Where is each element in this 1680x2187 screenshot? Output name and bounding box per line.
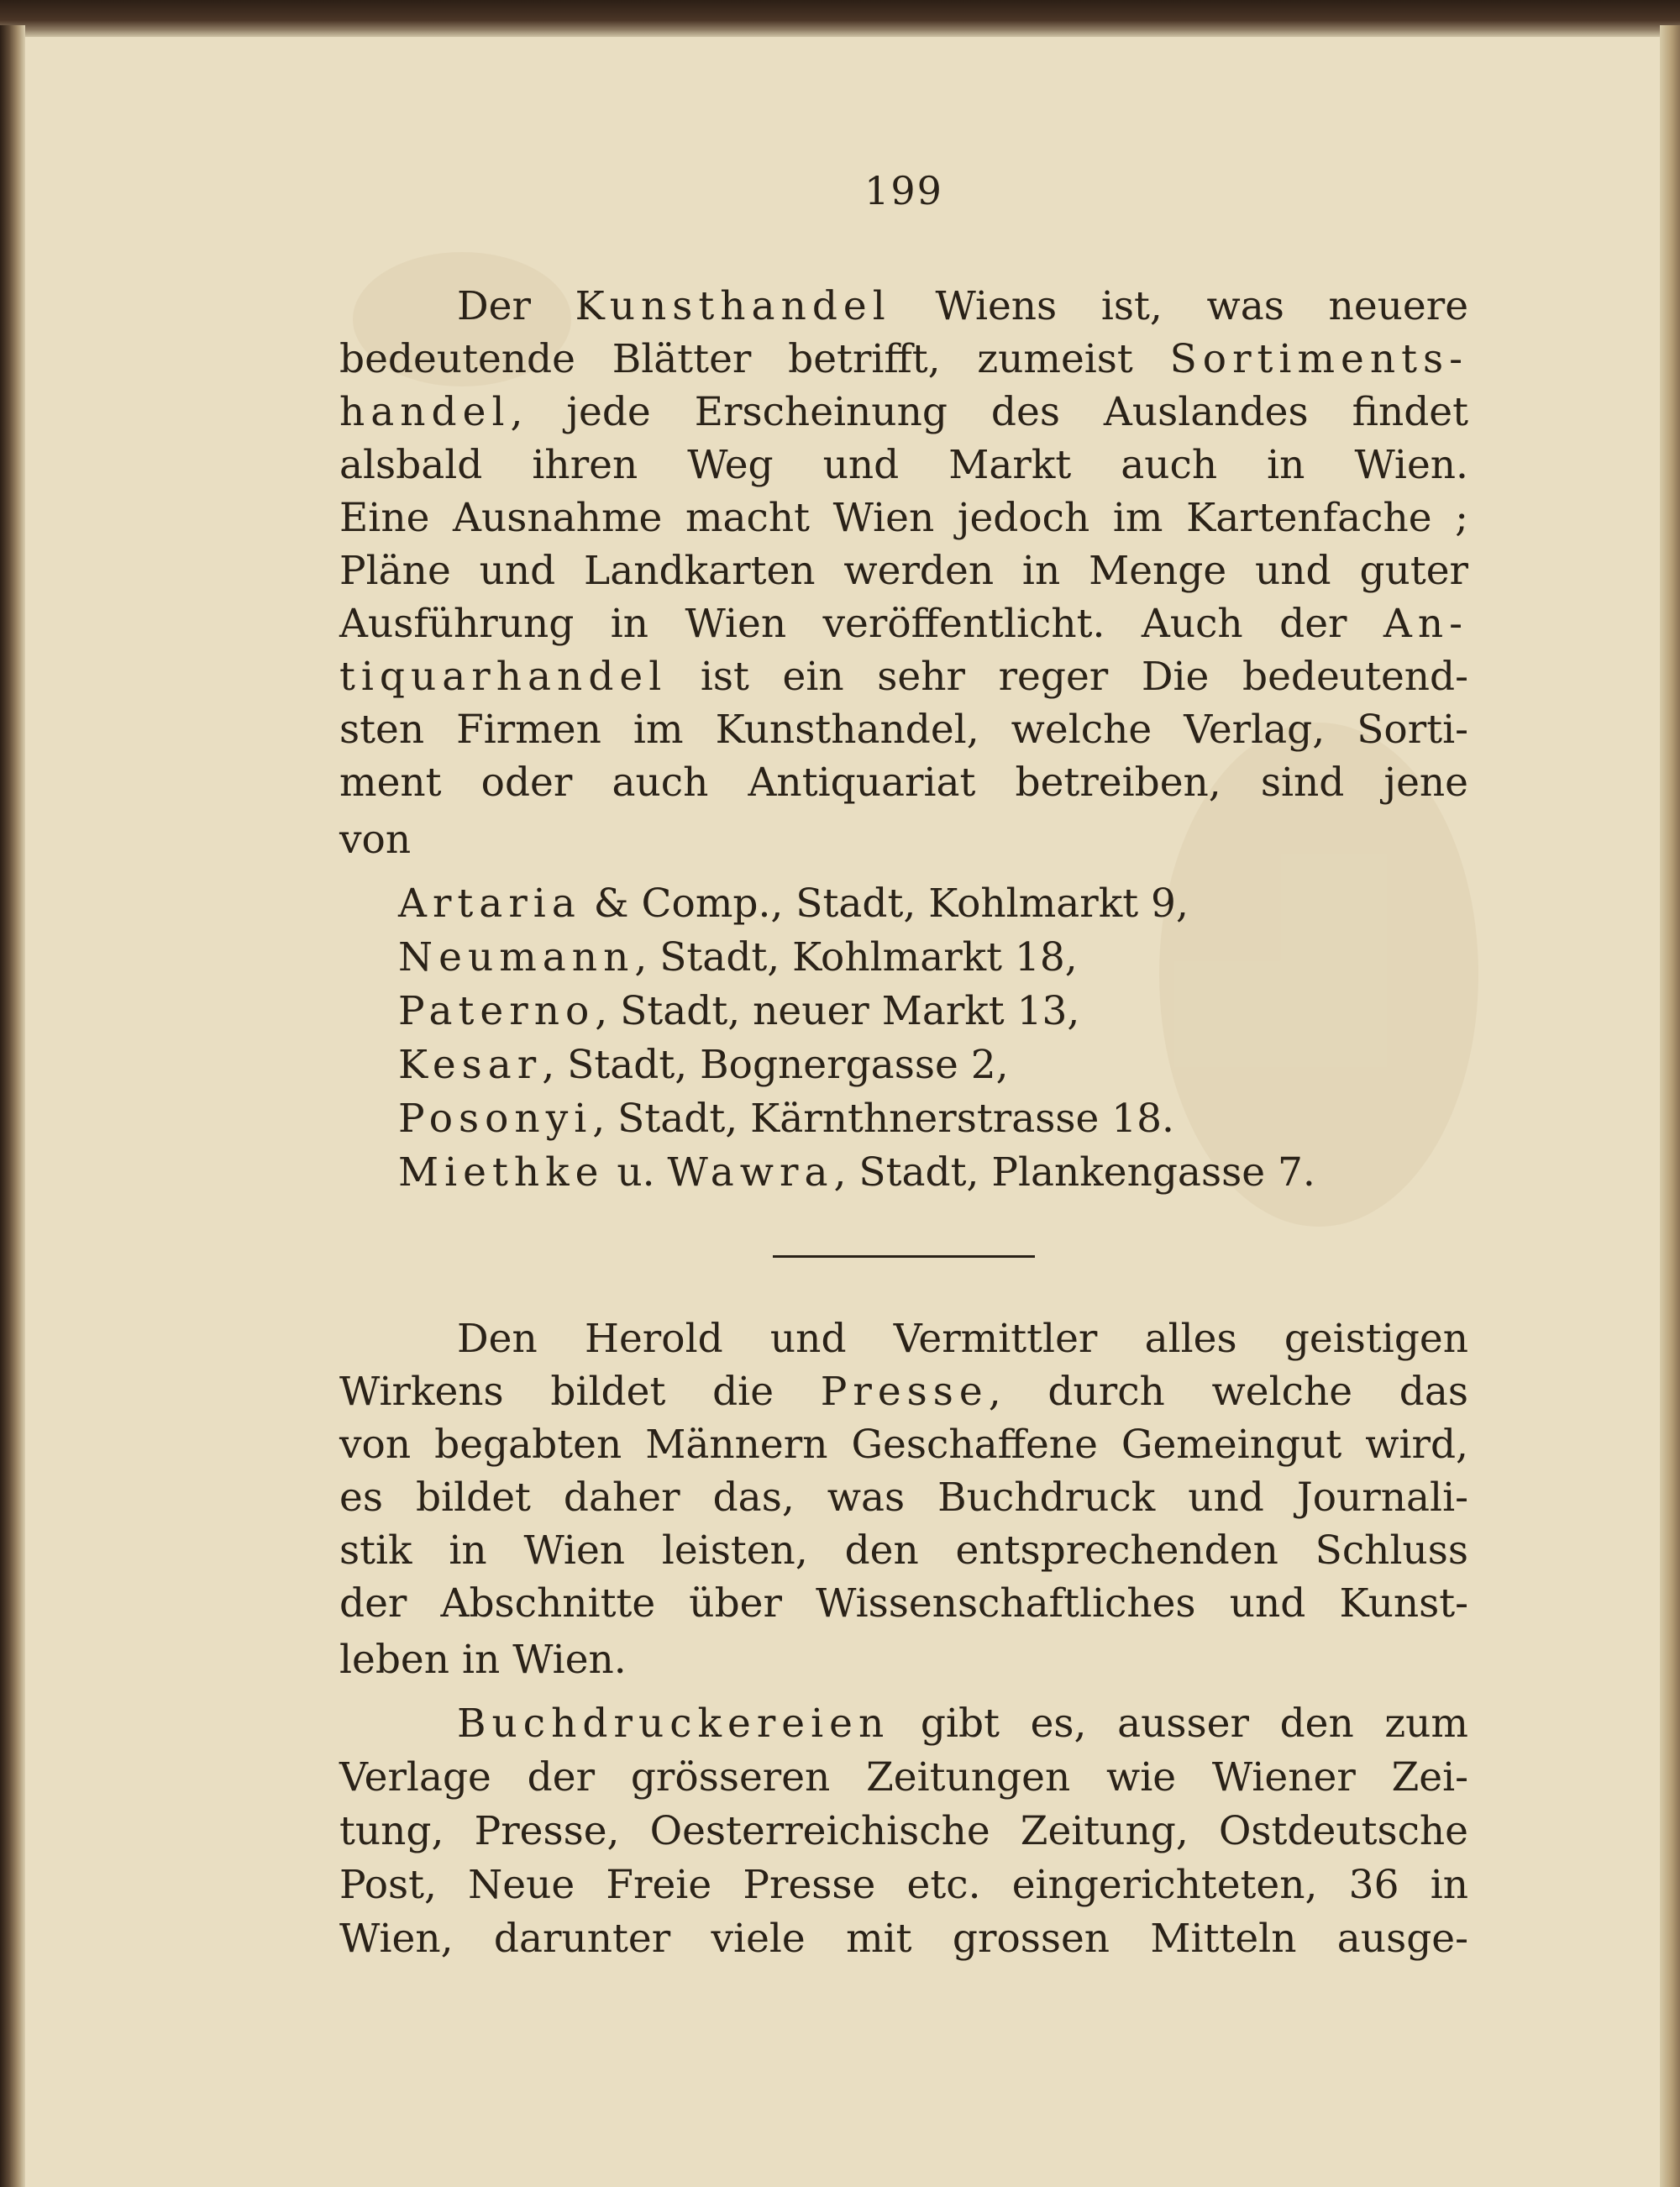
text-line: Buchdruckereien gibt es, ausser den zum bbox=[457, 1701, 1468, 1747]
book-top-edge bbox=[0, 0, 1680, 37]
text-line: Den Herold und Vermittler alles geistigen bbox=[457, 1316, 1468, 1362]
section-divider bbox=[773, 1255, 1035, 1258]
text-line: es bildet daher das, was Buchdruck und Journali- bbox=[339, 1475, 1468, 1521]
text-line: tiquarhandel ist ein sehr reger Die bedeutend- bbox=[339, 654, 1468, 700]
text-line: Eine Ausnahme macht Wien jedoch im Kartenfache ; bbox=[339, 495, 1468, 541]
text-line: ment oder auch Antiquariat betreiben, sind jene bbox=[339, 760, 1468, 806]
firm-entry: Neumann, Stadt, Kohlmarkt 18, bbox=[398, 934, 1078, 980]
firm-entry: Paterno, Stadt, neuer Markt 13, bbox=[398, 988, 1080, 1034]
text-line: stik in Wien leisten, den entsprechenden Schluss bbox=[339, 1527, 1468, 1574]
page-right-edge bbox=[1660, 25, 1680, 2187]
text-line: von begabten Männern Geschaffene Gemeingut wird, bbox=[339, 1422, 1468, 1468]
text-line: der Abschnitte über Wissenschaftliches und Kunst- bbox=[339, 1580, 1468, 1627]
text-line: von bbox=[339, 817, 412, 863]
text-line: bedeutende Blätter betrifft, zumeist Sortiments- bbox=[339, 336, 1468, 382]
text-line: tung, Presse, Oesterreichische Zeitung, Ostdeutsche bbox=[339, 1808, 1468, 1854]
firm-entry: Kesar, Stadt, Bognergasse 2, bbox=[398, 1042, 1009, 1088]
text-line: Verlage der grösseren Zeitungen wie Wiener Zei- bbox=[339, 1754, 1468, 1801]
firm-entry: Miethke u. Wawra, Stadt, Plankengasse 7. bbox=[398, 1149, 1315, 1196]
text-line: leben in Wien. bbox=[339, 1637, 627, 1683]
text-line: Wien, darunter viele mit grossen Mitteln ausge- bbox=[339, 1916, 1468, 1962]
text-line: Ausführung in Wien veröffentlicht. Auch der An- bbox=[339, 601, 1468, 647]
firm-entry: Artaria & Comp., Stadt, Kohlmarkt 9, bbox=[398, 881, 1189, 927]
book-spine-edge bbox=[0, 25, 25, 2187]
text-line: alsbald ihren Weg und Markt auch in Wien. bbox=[339, 442, 1468, 488]
text-line: Wirkens bildet die Presse, durch welche das bbox=[339, 1369, 1468, 1415]
text-line: Post, Neue Freie Presse etc. eingerichteten, 36 in bbox=[339, 1862, 1468, 1908]
text-line: handel, jede Erscheinung des Auslandes findet bbox=[339, 389, 1468, 435]
text-line: Der Kunsthandel Wiens ist, was neuere bbox=[457, 283, 1469, 329]
firm-entry: Posonyi, Stadt, Kärnthnerstrasse 18. bbox=[398, 1096, 1174, 1142]
text-line: Pläne und Landkarten werden in Menge und guter bbox=[339, 548, 1468, 594]
text-line: sten Firmen im Kunsthandel, welche Verlag, Sorti- bbox=[339, 707, 1468, 753]
page-number: 199 bbox=[864, 168, 943, 213]
